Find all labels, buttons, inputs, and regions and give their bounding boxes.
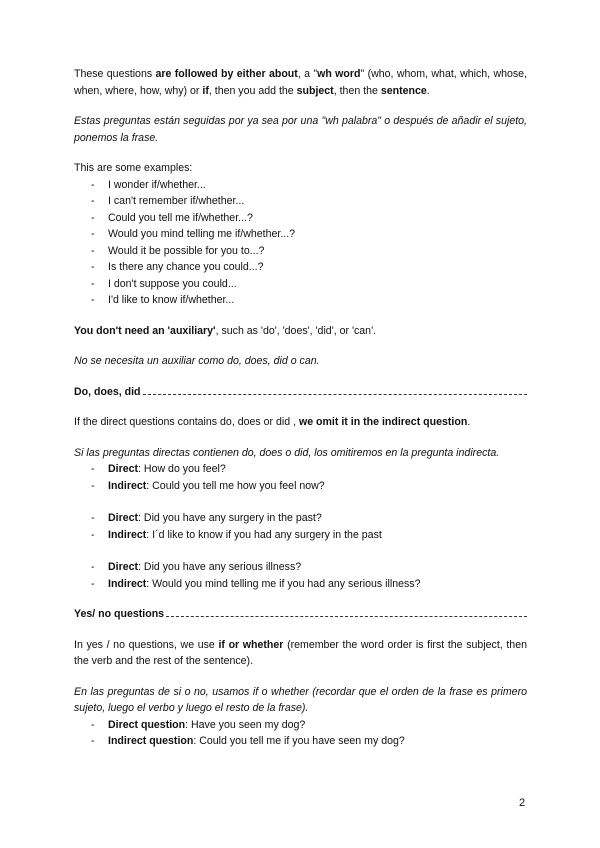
example-pair-1: [74, 461, 527, 494]
list-item: - I wonder if/whether...: [74, 177, 527, 194]
list-item: - Indirect: I´d like to know if you had any surgery in the past: [74, 527, 527, 544]
section-heading-do-does-did: Do, does, did: [74, 384, 527, 401]
list-item: - Direct question: Have you seen my dog?: [74, 717, 527, 734]
section1-paragraph-spanish: Si las preguntas directas contienen do, does o did, los omitiremos en la pregunta indirecta.: [74, 446, 500, 459]
section1-paragraph: If the direct questions contains do, does or did , we omit it in the indirect question.: [74, 416, 471, 428]
example-pair-2: [74, 510, 527, 543]
section2-paragraph-spanish: En las preguntas de si o no, usamos if o whether (recordar que el orden de la frase es primero sujeto, luego el verbo y luego el resto de la frase).: [74, 685, 527, 714]
auxiliary-note: You don't need an 'auxiliary', such as 'do', 'does', 'did', or 'can'.: [74, 324, 377, 337]
page-content: [74, 66, 527, 750]
list-item: - Direct: How do you feel?: [74, 461, 527, 478]
auxiliary-note-spanish: No se necesita un auxiliar como do, does, did o can.: [74, 355, 320, 367]
list-item: - Indirect: Could you tell me how you feel now?: [74, 478, 527, 495]
list-item: - Direct: Did you have any surgery in the past?: [74, 510, 527, 527]
list-item: - Indirect question: Could you tell me if you have seen my dog?: [74, 733, 527, 750]
intro-paragraph: These questions are followed by either about, a "wh word" (who, whom, what, which, whose, when, where, how, why) or if, then you add the subject, then the sentence.: [74, 68, 528, 97]
list-item: - Would you mind telling me if/whether...?: [74, 226, 527, 243]
example-pair-3: [74, 559, 527, 592]
list-item: - Direct: Did you have any serious illness?: [74, 559, 527, 576]
dashed-rule: [143, 385, 527, 395]
list-item: - I'd like to know if/whether...: [74, 292, 527, 309]
spacer: [74, 494, 527, 510]
list-item: - Indirect: Would you mind telling me if you had any serious illness?: [74, 576, 527, 593]
spacer: [74, 543, 527, 559]
section2-paragraph: In yes / no questions, we use if or whether (remember the word order is first the subject, then the verb and the rest of the sentence).: [74, 638, 527, 667]
list-item: - Would it be possible for you to...?: [74, 243, 527, 260]
list-item: - Is there any chance you could...?: [74, 259, 527, 276]
section-heading-yes-no: Yes/ no questions: [74, 606, 527, 623]
dashed-rule: [166, 607, 527, 617]
list-item: - Could you tell me if/whether...?: [74, 210, 527, 227]
page-number: 2: [519, 797, 526, 809]
examples-label: This are some examples:: [74, 162, 193, 174]
intro-spanish: Estas preguntas están seguidas por ya sea por una "wh palabra" o después de añadir el sujeto, ponemos la frase.: [74, 115, 527, 144]
examples-list: [74, 177, 527, 309]
example-pair-yes-no: [74, 717, 527, 750]
list-item: - I can't remember if/whether...: [74, 193, 527, 210]
list-item: - I don't suppose you could...: [74, 276, 527, 293]
